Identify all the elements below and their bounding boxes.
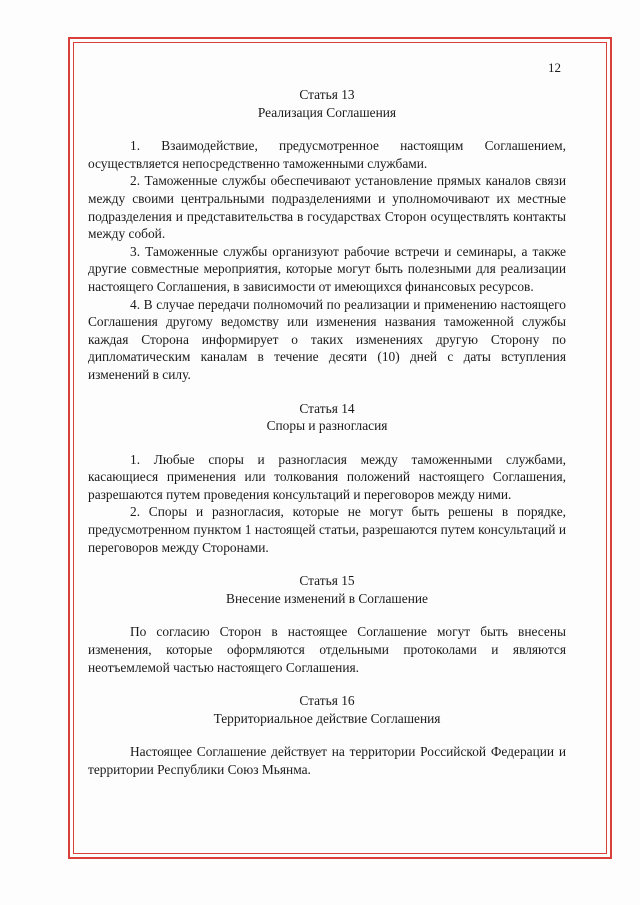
article-14 (88, 400, 566, 557)
article-title: Внесение изменений в Соглашение (226, 590, 428, 606)
article-number: Статья 13 (299, 87, 355, 102)
article-number: Статья 16 (299, 693, 355, 709)
paragraph: 2. Споры и разногласия, которые не могут быть решены в порядке, предусмотренном пунктом 1 настоящей статьи, разрешаются путем консультаций и переговоров между Сторонами. (88, 504, 566, 555)
article-15 (88, 572, 566, 676)
paragraph: 1. Взаимодействие, предусмотренное настоящим Соглашением, осуществляется непосредственно таможенными службами. (88, 138, 566, 171)
article-16 (88, 692, 566, 778)
document-content (88, 86, 566, 779)
paragraph: Настоящее Соглашение действует на территории Российской Федерации и территории Республики Союз Мьянма. (88, 744, 566, 777)
paragraph: 4. В случае передачи полномочий по реализации и применению настоящего Соглашения другому ведомству или изменения названия таможенной службы каждая Сторона информирует о таких изменениях другую Сторону по дипломатическим каналам в течение десяти (10) дней с даты вступления изменений в силу. (88, 296, 566, 382)
article-number: Статья 15 (299, 573, 355, 589)
article-title: Споры и разногласия (266, 418, 388, 434)
article-title: Реализация Соглашения (257, 104, 397, 120)
article-number: Статья 14 (299, 400, 355, 416)
paragraph: 2. Таможенные службы обеспечивают установление прямых каналов связи между своими центральными подразделениями и уполномочивают их местные подразделения и представительства в государствах Сторон осуществлять контакты между собой. (88, 173, 566, 242)
paragraph: 1. Любые споры и разногласия между таможенными службами, касающиеся применения или толкования положений настоящего Соглашения, разрешаются путем проведения консультаций и переговоров между ними. (88, 451, 566, 502)
article-13 (88, 86, 566, 384)
page-number: 12 (548, 60, 561, 75)
paragraph: 3. Таможенные службы организуют рабочие встречи и семинары, а также другие совместные мероприятия, которые могут быть полезными для реализации настоящего Соглашения, в зависимости от имеющихся финансовых ресурсов. (88, 243, 566, 294)
article-title: Территориальное действие Соглашения (213, 710, 441, 726)
paragraph: По согласию Сторон в настоящее Соглашение могут быть внесены изменения, которые оформляются отдельными протоколами и являются неотъемлемой частью настоящего Соглашения. (88, 624, 566, 675)
